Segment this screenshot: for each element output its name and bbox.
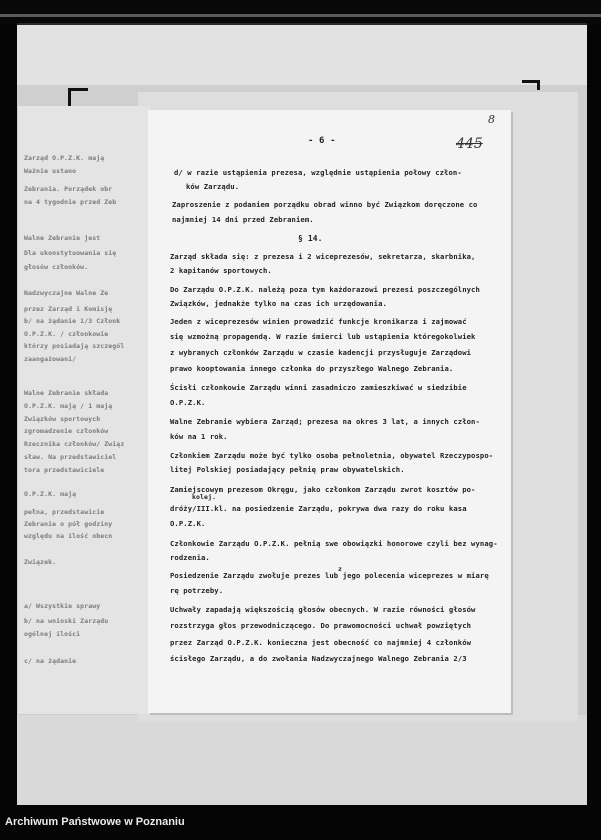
left-line: Zebranie o pół godziny xyxy=(24,520,113,528)
text-line: przez Zarząd O.P.Z.K. konieczna jest obecność co najmniej 4 członków xyxy=(170,638,472,647)
corner-mark-left-vert xyxy=(68,88,71,106)
text-line: rozstrzyga głos przewodniczącego. Do prawomocności uchwał powziętych xyxy=(170,621,472,630)
left-line: Rzecznika członków/ Związ xyxy=(24,440,125,448)
left-line: Nadzwyczajne Walne Ze xyxy=(24,289,109,297)
handwritten-folio-number: 445 xyxy=(456,136,483,152)
frame-bottom-strip xyxy=(17,715,587,805)
text-line: ków na 1 rok. xyxy=(170,432,228,441)
left-line: sław. Na przedstawiciel xyxy=(24,453,117,461)
text-line: Członkowie Zarządu O.P.Z.K. pełnią swe obowiązki honorowe czyli bez wynag- xyxy=(170,539,498,548)
text-line: rę potrzeby. xyxy=(170,586,224,595)
left-line: Związek. xyxy=(24,558,57,566)
text-line: Do Zarządu O.P.Z.K. należą poza tym każdorazowi prezesi poszczególnych xyxy=(170,285,480,294)
handwritten-page-number: 8 xyxy=(488,113,495,126)
text-line: ścisłego Zarządu, a do zwołania Nadzwyczajnego Walnego Zebrania 2/3 xyxy=(170,654,467,663)
text-line: z wybranych członków Zarządu w czasie kadencji przysługuje Zarządowi xyxy=(170,348,472,357)
text-line: O.P.Z.K. xyxy=(170,398,206,407)
text-line: najmniej 14 dni przed Zebraniem. xyxy=(172,215,314,224)
text-line: Zamiejscowym prezesom Okręgu, jako członkom Zarządu zwrot kosztów po- xyxy=(170,485,476,494)
left-line: ogólnej ilości xyxy=(24,630,81,638)
frame-top-strip xyxy=(17,25,587,85)
left-line: względu na ilość obecn xyxy=(24,532,113,540)
corner-mark-left xyxy=(68,88,88,91)
archive-name: Archiwum Państwowe w Poznaniu xyxy=(5,816,185,828)
left-line: na 4 tygodnie przed Zeb xyxy=(24,198,117,206)
text-line: Jeden z wiceprezesów winien prowadzić funkcje kronikarza i zajmować xyxy=(170,317,467,326)
text-line: Zarząd składa się: z prezesa i 2 wiceprezesów, sekretarza, skarbnika, xyxy=(170,252,476,261)
left-line: O.P.Z.K. mają xyxy=(24,490,77,498)
left-line: tora przedstawiciele xyxy=(24,466,105,474)
left-line: O.P.Z.K. mają / 1 mają xyxy=(24,402,113,410)
film-edge-line xyxy=(0,14,601,17)
left-line: Związków sportowych xyxy=(24,415,101,423)
left-line: Dla ukonstytuowania się xyxy=(24,249,117,257)
left-line: Walne Zebranie składa xyxy=(24,389,109,397)
handwritten-insertion: z xyxy=(338,565,343,573)
text-line: 2 kapitanów sportowych. xyxy=(170,266,272,275)
text-line: Ścisłi członkowie Zarządu winni zasadniczo zamieszkiwać w siedzibie xyxy=(170,383,467,392)
text-line: d/ w razie ustąpienia prezesa, względnie ustąpienia połowy człon- xyxy=(174,168,462,177)
left-line: pełna, przedstawicie xyxy=(24,508,105,516)
text-line: Zaproszenie z podaniem porządku obrad winno być Związkom doręczone co xyxy=(172,200,478,209)
left-line: O.P.Z.K. / członkowie xyxy=(24,330,109,338)
left-line: przez Zarząd i Komisję xyxy=(24,305,113,313)
text-line: Walne Zebranie wybiera Zarząd; prezesa na okres 3 lat, a innych człon- xyxy=(170,417,480,426)
left-line: Ważnie ustano xyxy=(24,167,77,175)
text-line: Związków, jednakże tylko na czas ich urzędowania. xyxy=(170,299,387,308)
page-number: - 6 - xyxy=(308,136,336,146)
left-line: którzy posiadają szczegól xyxy=(24,342,125,350)
left-line: Zebrania. Porządek obr xyxy=(24,185,113,193)
text-line: dróży/III.kl. na posiedzenie Zarządu, pokrywa dwa razy do roku kasa xyxy=(170,504,467,513)
left-line: zgromadzenie członków xyxy=(24,427,109,435)
left-line: zaangażowani/ xyxy=(24,355,77,363)
left-line: Walne Zebranie jest xyxy=(24,234,101,242)
section-heading: § 14. xyxy=(298,234,323,243)
text-line: Członkiem Zarządu może być tylko osoba pełnoletnia, obywatel Rzeczypospo- xyxy=(170,451,494,460)
left-line: b/ na żądanie 1/3 Członk xyxy=(24,317,121,325)
text-line: Posiedzenie Zarządu zwołuje prezes lub jego polecenia wiceprezes w miarę xyxy=(170,571,489,580)
text-line: rodzenia. xyxy=(170,553,210,562)
left-line: głosów członków. xyxy=(24,263,89,271)
film-top-edge xyxy=(0,0,601,24)
left-line: Zarząd O.P.Z.K. mają xyxy=(24,154,105,162)
text-line: Uchwały zapadają większością głosów obecnych. W razie równości głosów xyxy=(170,605,476,614)
text-line: litej Polskiej posiadający pełnię praw obywatelskich. xyxy=(170,465,405,474)
text-line: O.P.Z.K. xyxy=(170,519,206,528)
left-page-fragment xyxy=(18,106,150,714)
handwritten-insertion: kolej. xyxy=(192,493,217,501)
text-line: prawo kooptowania innego członka do przyszłego Walnego Zebrania. xyxy=(170,364,454,373)
text-line: się wzmożną propagendą. W razie śmierci lub ustąpienia któregokolwiek xyxy=(170,332,476,341)
left-line: c/ na żądanie xyxy=(24,657,77,665)
corner-mark-right-vert xyxy=(537,80,540,90)
left-line: a/ Wszystkie sprawy xyxy=(24,602,101,610)
document-page xyxy=(148,110,511,713)
left-line: b/ na wnioski Zarządu xyxy=(24,617,109,625)
text-line: ków Zarządu. xyxy=(186,182,240,191)
